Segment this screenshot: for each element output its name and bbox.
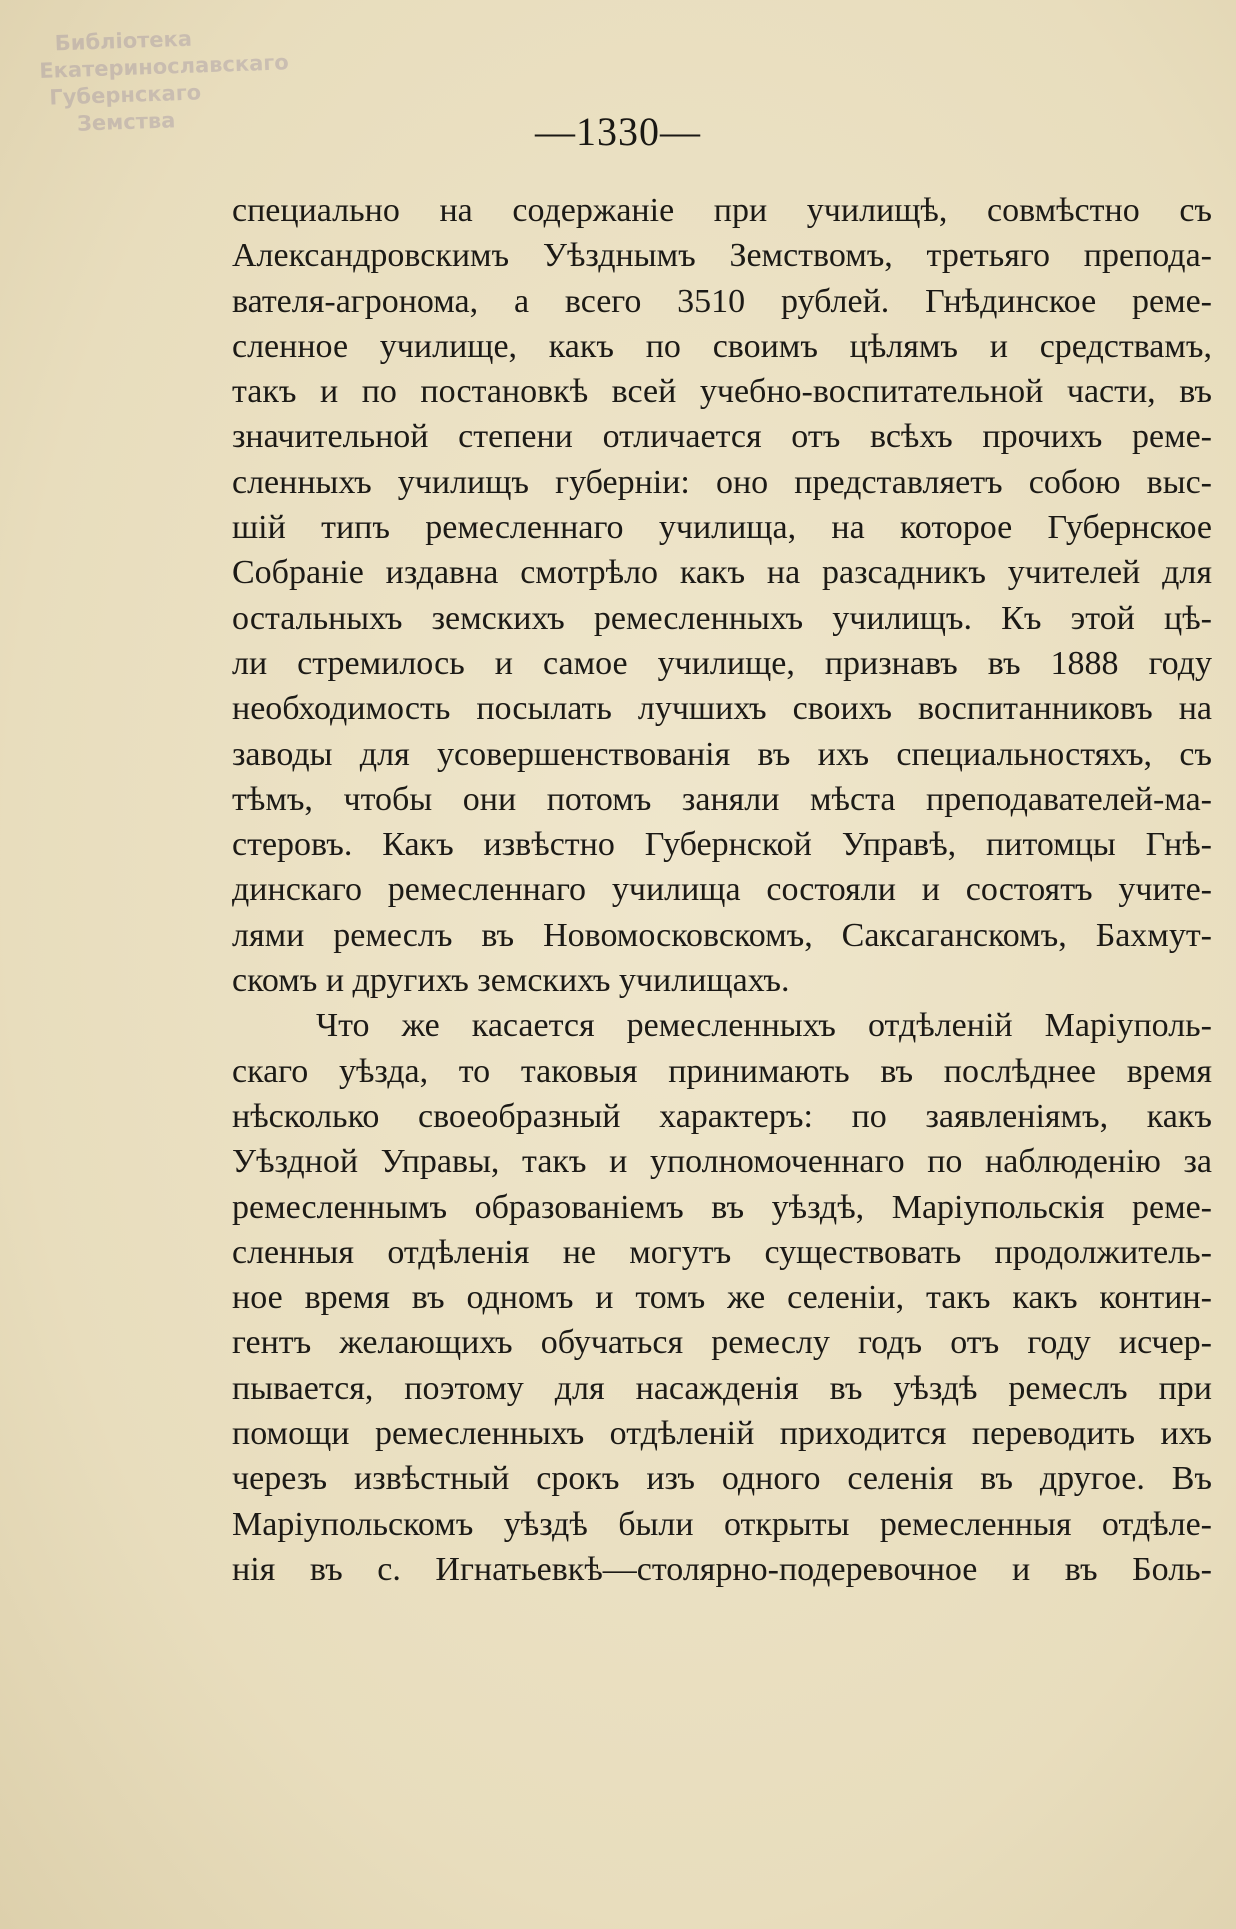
text-line: тѣмъ, чтобы они потомъ заняли мѣста преподавателей-ма- [232,780,1212,818]
text-line: скаго уѣзда, то таковыя принимають въ послѣднее время [232,1052,1212,1090]
text-line: необходимость посылать лучшихъ своихъ воспитанниковъ на [232,690,1212,728]
text-line: такъ и по постановкѣ всей учебно-воспитательной части, въ [232,373,1212,411]
text-line: лями ремеслъ въ Новомосковскомъ, Саксаганскомъ, Бахмут- [232,916,1212,954]
text-line: нѣсколько своеобразный характеръ: по заявленіямъ, какъ [232,1097,1212,1135]
text-line: заводы для усовершенствованія въ ихъ специальностяхъ, съ [232,735,1212,773]
stamp-line: Екатеринославскаго [38,50,290,83]
text-line: Александровскимъ Уѣзднымъ Земствомъ, третьяго препода- [232,237,1212,275]
text-line: ли стремилось и самое училище, признавъ въ 1888 году [232,644,1212,682]
stamp-line: Губернскаго [48,80,202,110]
text-line: пывается, поэтому для насажденія въ уѣздѣ ремеслъ при [232,1369,1212,1407]
text-line: нія въ с. Игнатьевкѣ—столярно-подеревочное и въ Боль- [232,1550,1212,1588]
text-line: ремесленнымъ образованіемъ въ уѣздѣ, Маріупольскія реме- [232,1188,1212,1226]
text-line: помощи ремесленныхъ отдѣленій приходится переводить ихъ [232,1415,1212,1453]
stamp-line: Земства [76,108,176,136]
text-line: шій типъ ремесленнаго училища, на которое Губернское [232,509,1212,547]
body-text [232,188,1212,1592]
text-line: Уѣздной Управы, такъ и уполномоченнаго по наблюденію за [232,1143,1212,1181]
text-line: сленныхъ училищъ губерніи: оно представляетъ собою выс- [232,463,1212,501]
text-line: гентъ желающихъ обучаться ремеслу годъ отъ году исчер- [232,1324,1212,1362]
text-line: Собраніе издавна смотрѣло какъ на разсадникъ учителей для [232,554,1212,592]
text-line-paragraph-end: скомъ и другихъ земскихъ училищахъ. [232,962,790,1000]
text-line: специально на содержаніе при училищѣ, совмѣстно съ [232,192,1212,229]
text-line: остальныхъ земскихъ ремесленныхъ училищъ. Къ этой цѣ- [232,599,1212,637]
text-line: сленныя отдѣленія не могутъ существовать продолжитель- [232,1233,1212,1271]
text-line-paragraph-start: Что же касается ремесленныхъ отдѣленій Маріуполь- [316,1007,1212,1045]
text-line: значительной степени отличается отъ всѣхъ прочихъ реме- [232,418,1212,456]
text-line: ное время въ одномъ и томъ же селеніи, такъ какъ контин- [232,1279,1212,1317]
page-number: —1330— [535,109,701,154]
text-line: черезъ извѣстный срокъ изъ одного селенія въ другое. Въ [232,1460,1212,1498]
text-line: вателя-агронома, а всего 3510 рублей. Гнѣдинское реме- [232,282,1212,320]
text-line: Маріупольскомъ уѣздѣ были открыты ремесленныя отдѣле- [232,1505,1212,1543]
text-line: динскаго ремесленнаго училища состояли и состоятъ учите- [232,871,1212,909]
stamp-line: Библіотека [54,26,193,56]
text-line: сленное училище, какъ по своимъ цѣлямъ и средствамъ, [232,327,1212,365]
text-line: стеровъ. Какъ извѣстно Губернской Управѣ, питомцы Гнѣ- [232,826,1212,864]
